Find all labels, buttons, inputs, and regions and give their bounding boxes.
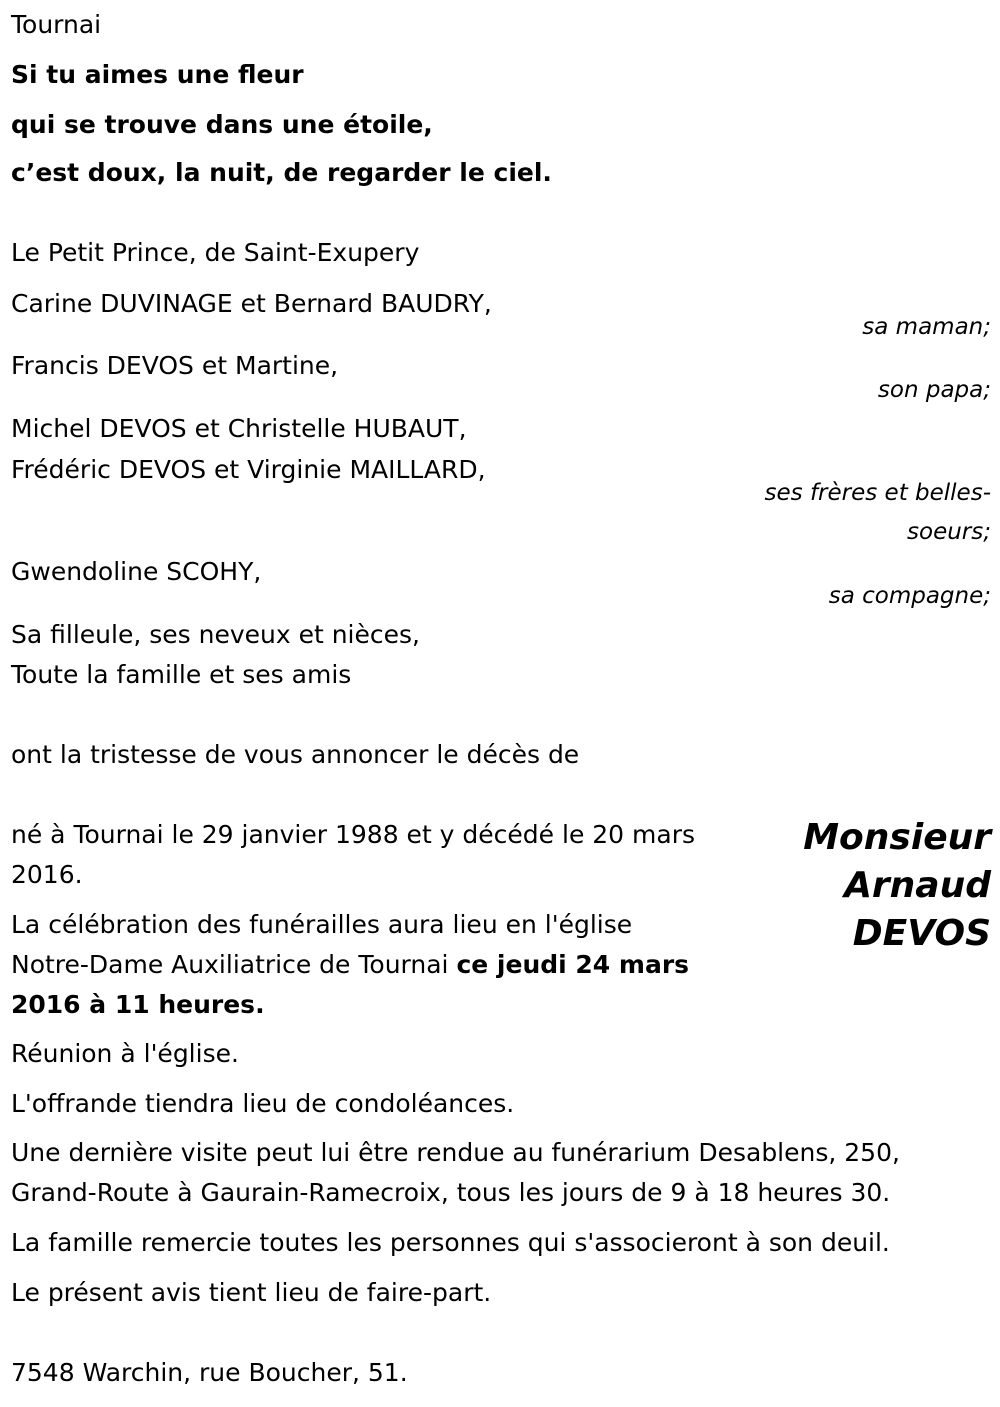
poem-line-2: qui se trouve dans une étoile, (11, 110, 433, 139)
offering-text: L'offrande tiendra lieu de condoléances. (11, 1089, 515, 1118)
funeral-line-3: 2016 à 11 heures. (11, 990, 265, 1019)
family-mother: Carine DUVINAGE et Bernard BAUDRY, (11, 289, 492, 318)
funeral-place: Notre-Dame Auxiliatrice de Tournai (11, 950, 457, 979)
family-others-1: Sa filleule, ses neveux et nièces, (11, 620, 420, 649)
deceased-title: Monsieur (803, 817, 991, 858)
deceased-name (803, 814, 991, 958)
family-brothers-role-2: soeurs; (907, 519, 991, 545)
poem-line-1: Si tu aimes une fleur (11, 60, 304, 89)
funeral-date: ce jeudi 24 mars (456, 950, 690, 979)
family-partner: Gwendoline SCOHY, (11, 557, 262, 586)
funeral-line-1: La célébration des funérailles aura lieu en l'église (11, 910, 633, 939)
family-brother-1: Michel DEVOS et Christelle HUBAUT, (11, 414, 467, 443)
deceased-first-name: Arnaud (844, 865, 991, 906)
family-brothers-role-1: ses frères et belles- (764, 480, 991, 506)
address-text: 7548 Warchin, rue Boucher, 51. (11, 1358, 408, 1387)
deceased-last-name: DEVOS (852, 913, 991, 954)
family-brother-2: Frédéric DEVOS et Virginie MAILLARD, (11, 455, 486, 484)
thanks-text: La famille remercie toutes les personnes qui s'associeront à son deuil. (11, 1228, 890, 1257)
notice-text: Le présent avis tient lieu de faire-part. (11, 1278, 492, 1307)
birth-line-2: 2016. (11, 860, 83, 889)
visit-line-2: Grand-Route à Gaurain-Ramecroix, tous les jours de 9 à 18 heures 30. (11, 1178, 891, 1207)
poem-line-3: c’est doux, la nuit, de regarder le ciel. (11, 158, 552, 187)
family-father: Francis DEVOS et Martine, (11, 351, 339, 380)
announcement-text: ont la tristesse de vous annoncer le décès de (11, 740, 580, 769)
birth-line-1: né à Tournai le 29 janvier 1988 et y décédé le 20 mars (11, 820, 696, 849)
city-heading: Tournai (11, 10, 102, 39)
visit-line-1: Une dernière visite peut lui être rendue au funérarium Desablens, 250, (11, 1138, 900, 1167)
family-mother-role: sa maman; (862, 314, 991, 340)
family-father-role: son papa; (877, 377, 991, 403)
poem-citation: Le Petit Prince, de Saint-Exupery (11, 238, 420, 267)
meeting-text: Réunion à l'église. (11, 1039, 239, 1068)
funeral-line-2 (11, 950, 689, 980)
family-others-2: Toute la famille et ses amis (11, 660, 352, 689)
family-partner-role: sa compagne; (828, 583, 991, 609)
